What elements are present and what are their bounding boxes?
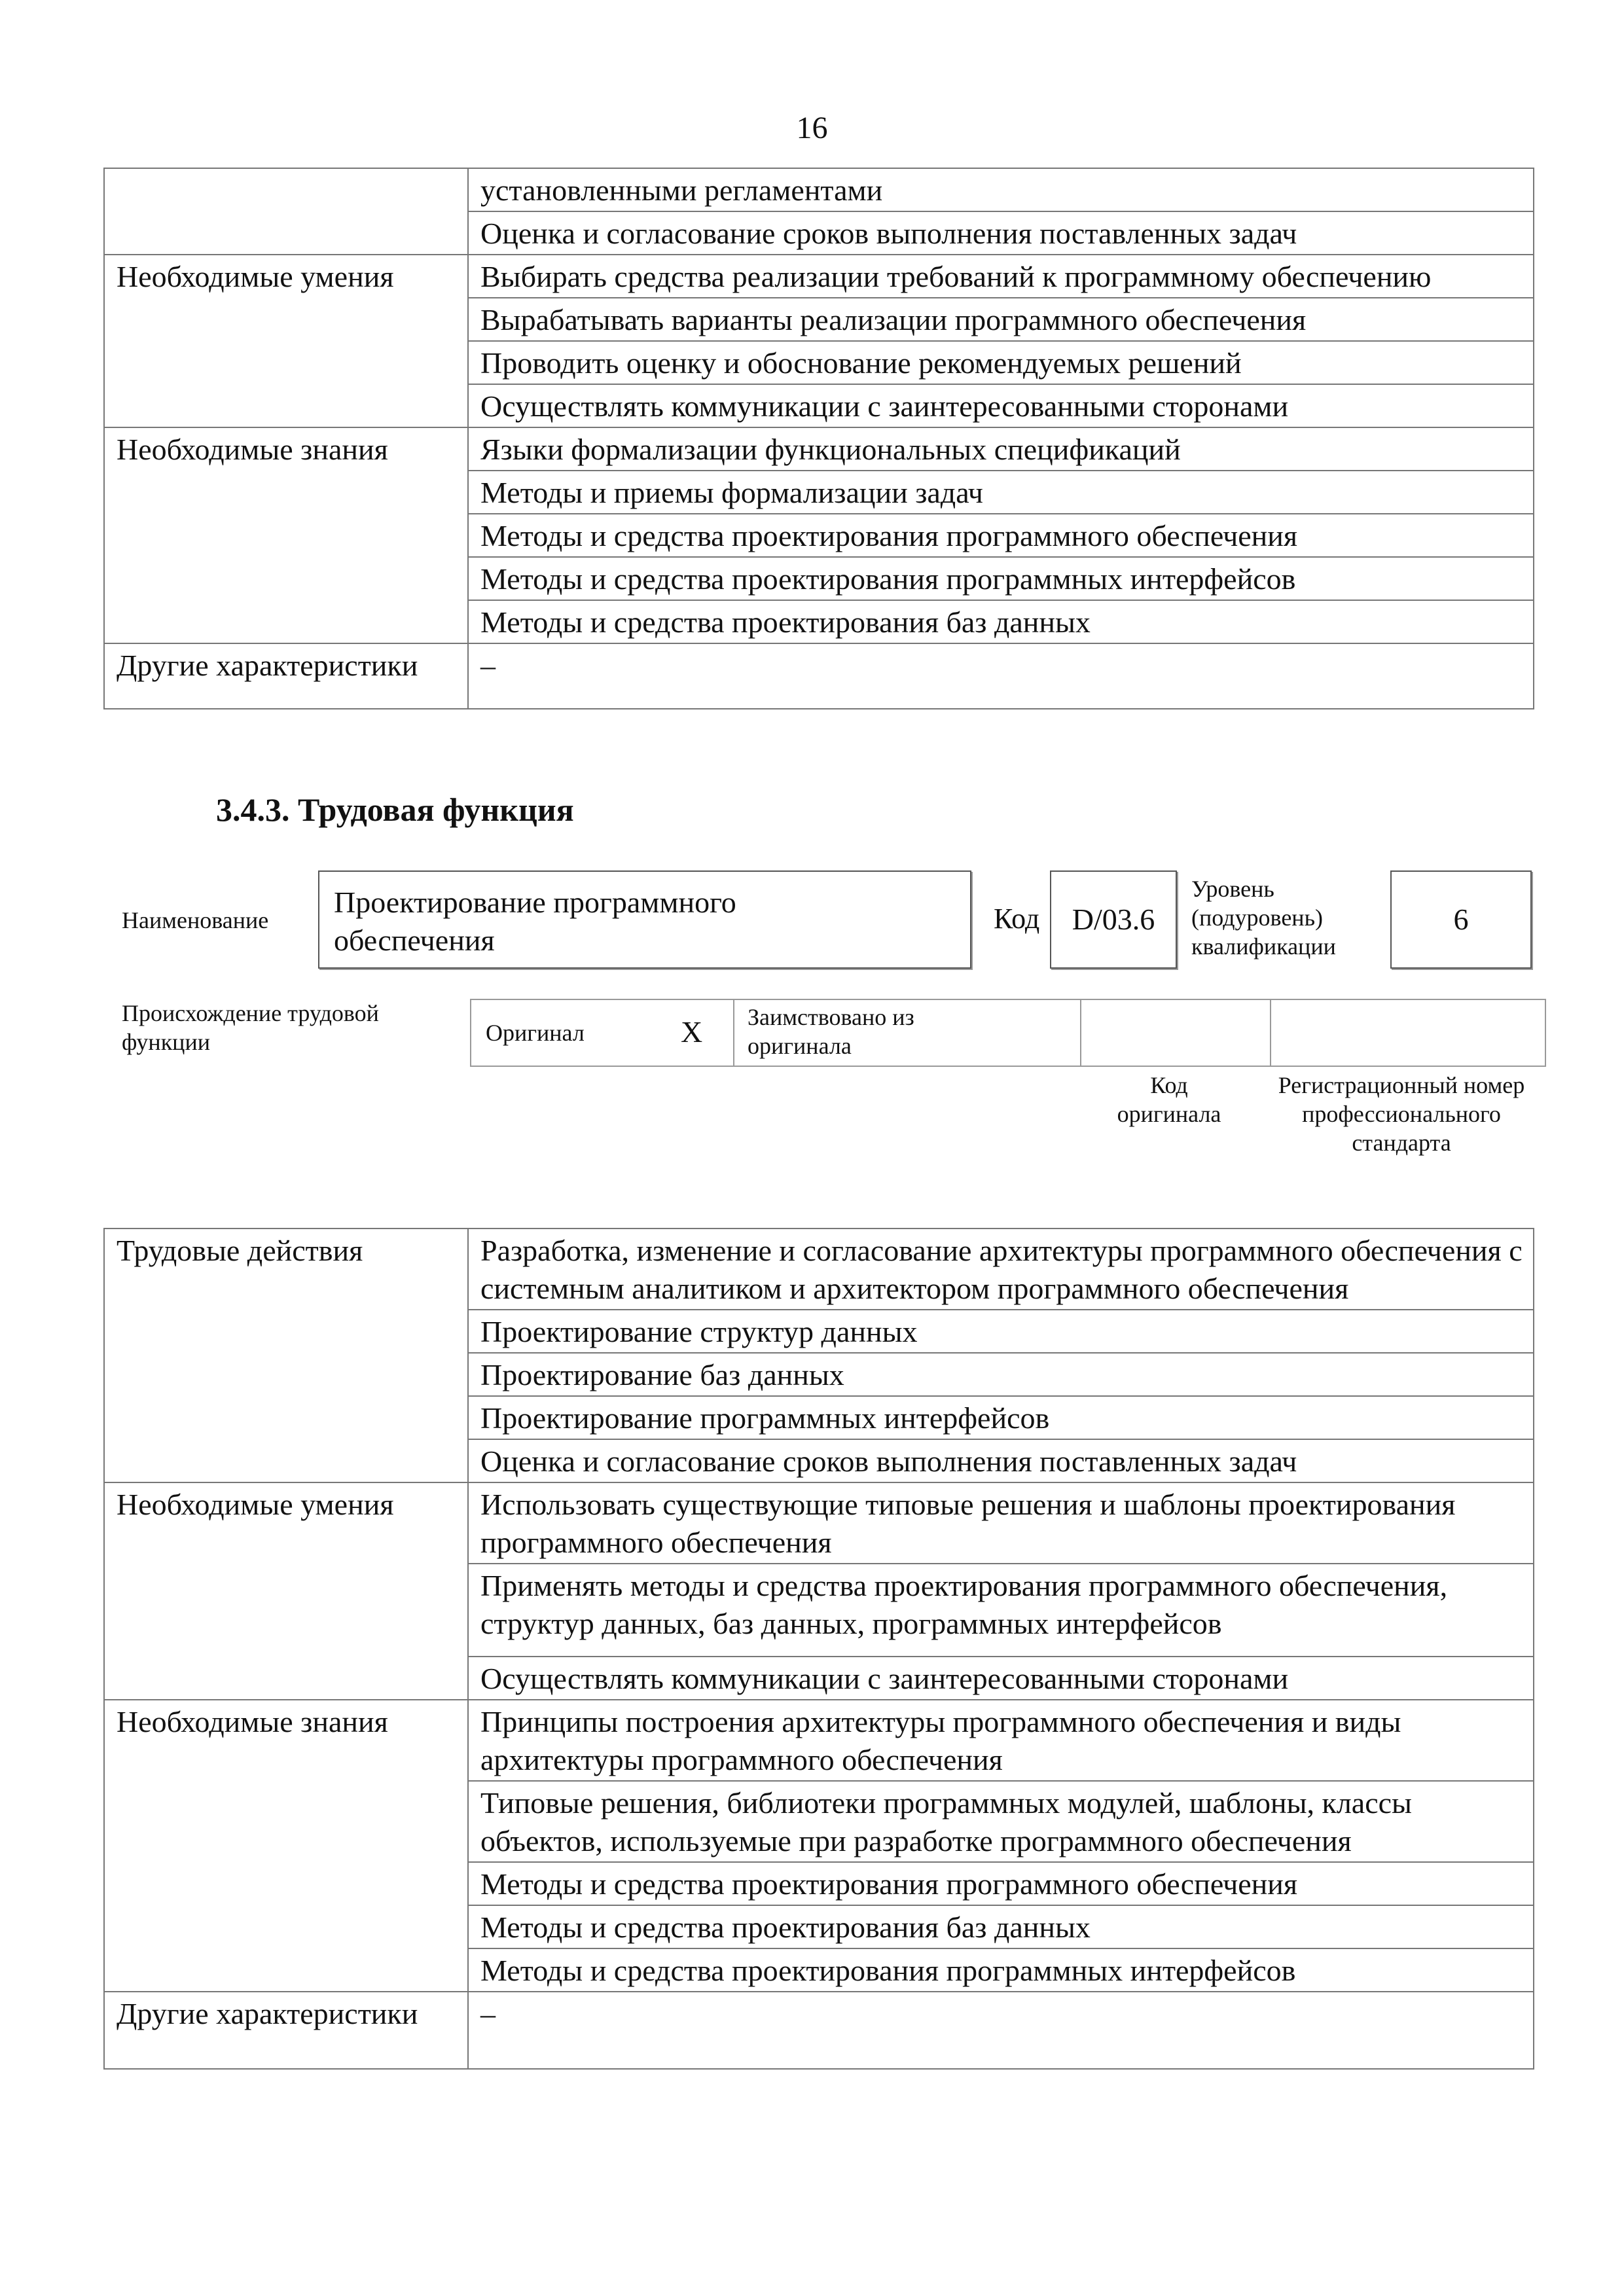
table-cell: Проводить оценку и обоснование рекомендуемых решений xyxy=(468,341,1534,384)
table-cell: Оценка и согласование сроков выполнения поставленных задач xyxy=(468,1439,1534,1482)
reg-number-label: Регистрационный номер профессионального стандарта xyxy=(1278,1072,1525,1156)
table-cell: Методы и средства проектирования программных интерфейсов xyxy=(468,1948,1534,1992)
row-label: Необходимые умения xyxy=(104,1482,468,1700)
row-label: Необходимые знания xyxy=(104,427,468,643)
level-box xyxy=(1390,870,1532,969)
name-label: Наименование xyxy=(122,907,269,933)
row-label: Другие характеристики xyxy=(104,643,468,709)
table-row xyxy=(104,168,1534,211)
page-number: 16 xyxy=(796,111,828,145)
name-value: Проектирование программного обеспечения xyxy=(334,886,736,957)
table-cell: Методы и средства проектирования программного обеспечения xyxy=(468,1862,1534,1905)
code-label: Код xyxy=(994,903,1040,935)
table-cell: Методы и средства проектирования баз данных xyxy=(468,600,1534,643)
original-cell xyxy=(471,1000,734,1066)
table-cell: Методы и средства проектирования баз данных xyxy=(468,1905,1534,1948)
table-row xyxy=(104,255,1534,298)
original-label: Оригинал xyxy=(486,1020,585,1046)
borrowed-label: Заимствовано из оригинала xyxy=(748,1004,914,1059)
name-box xyxy=(318,870,971,969)
origin-label: Происхождение трудовой функции xyxy=(122,1000,379,1055)
table-continued xyxy=(103,168,1534,709)
table-cell: Методы и средства проектирования программных интерфейсов xyxy=(468,557,1534,600)
level-value: 6 xyxy=(1453,903,1469,936)
table-cell: Проектирование программных интерфейсов xyxy=(468,1396,1534,1439)
reg-number-cell xyxy=(1270,1000,1543,1066)
table-cell: – xyxy=(468,643,1534,709)
row-label: Другие характеристики xyxy=(104,1992,468,2069)
code-value: D/03.6 xyxy=(1072,903,1155,936)
table-cell: Выбирать средства реализации требований к программному обеспечению xyxy=(468,255,1534,298)
table-cell: Применять методы и средства проектирования программного обеспечения, структур данных, баз данных, программных интерфейсов xyxy=(468,1564,1534,1657)
level-label: Уровень (подуровень) квалификации xyxy=(1191,876,1336,960)
row-label: Необходимые умения xyxy=(104,255,468,427)
borrowed-cell xyxy=(733,1000,1081,1066)
table-cell: Методы и средства проектирования программного обеспечения xyxy=(468,514,1534,557)
table-cell: Языки формализации функциональных спецификаций xyxy=(468,427,1534,471)
table-cell: Осуществлять коммуникации с заинтересованными сторонами xyxy=(468,1657,1534,1700)
code-original-label: Код оригинала xyxy=(1117,1072,1221,1127)
original-mark: X xyxy=(681,1015,703,1049)
section-title: 3.4.3. Трудовая функция xyxy=(216,791,574,828)
table-row xyxy=(104,1700,1534,1781)
row-label xyxy=(104,168,468,255)
table-cell: Принципы построения архитектуры программного обеспечения и виды архитектуры программного обеспечения xyxy=(468,1700,1534,1781)
table-row xyxy=(104,1992,1534,2069)
table-cell: Типовые решения, библиотеки программных модулей, шаблоны, классы объектов, используемые при разработке программного обеспечения xyxy=(468,1781,1534,1862)
table-row xyxy=(104,1229,1534,1310)
code-box xyxy=(1050,870,1177,969)
table-cell: Проектирование структур данных xyxy=(468,1310,1534,1353)
row-label: Необходимые знания xyxy=(104,1700,468,1992)
table-cell: – xyxy=(468,1992,1534,2069)
code-original-cell xyxy=(1080,1000,1271,1066)
table-row xyxy=(104,643,1534,709)
table-cell: Осуществлять коммуникации с заинтересованными сторонами xyxy=(468,384,1534,427)
table-cell: Разработка, изменение и согласование архитектуры программного обеспечения с системным аналитиком и архитектором программного обеспечения xyxy=(468,1229,1534,1310)
table-row xyxy=(104,427,1534,471)
table-row xyxy=(104,1482,1534,1564)
table-labor-function xyxy=(103,1228,1534,2070)
table-cell: Методы и приемы формализации задач xyxy=(468,471,1534,514)
row-label: Трудовые действия xyxy=(104,1229,468,1482)
table-cell: Проектирование баз данных xyxy=(468,1353,1534,1396)
table-cell: Вырабатывать варианты реализации программного обеспечения xyxy=(468,298,1534,341)
table-cell: установленными регламентами xyxy=(468,168,1534,211)
origin-row xyxy=(470,999,1546,1067)
table-cell: Использовать существующие типовые решения и шаблоны проектирования программного обеспечения xyxy=(468,1482,1534,1564)
table-cell: Оценка и согласование сроков выполнения поставленных задач xyxy=(468,211,1534,255)
